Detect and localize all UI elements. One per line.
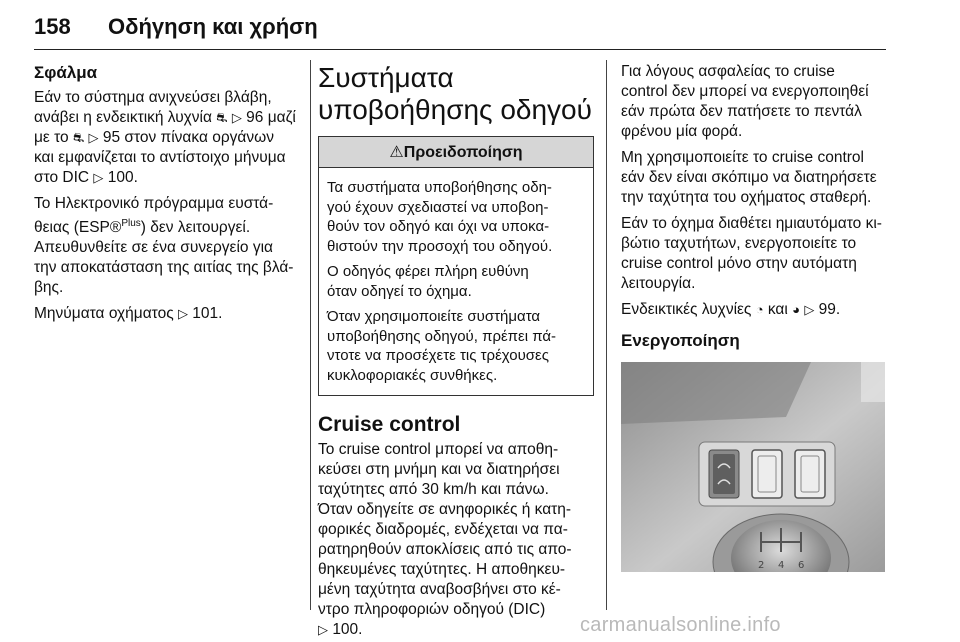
cruise-control-set-lamp-icon: ◕: [792, 302, 801, 317]
column-middle: [318, 62, 594, 642]
paragraph-semi-automatic: Εάν το όχημα διαθέτει ημιαυτόματο κι- βώτιο ταχυτήτων, ενεργοποιείτε το cruise control μόνο στην αυτόματη λειτουργία.: [621, 215, 882, 292]
page-number: 158: [34, 14, 71, 39]
gear-label: 6: [798, 560, 805, 571]
paragraph-indicator-lamps: Ενδεικτικές λυχνίες ◔ και ◕ ▷ 99.: [621, 301, 841, 318]
cruise-control-switch-photo: [621, 362, 885, 572]
console-illustration: [621, 362, 885, 572]
page-header: [34, 14, 886, 50]
page-reference-icon: ▷: [177, 306, 188, 322]
paragraph-fault: Εάν το σύστημα ανιχνεύσει βλάβη, ανάβει η ενδεικτική λυχνία ⛐ ▷ 96 μαζί με το ⛐ ▷ 95 στον πίνακα οργάνων και εμφανίζεται το αντίστοιχο μήνυμα στο DIC ▷ 100.: [34, 89, 296, 186]
column-divider: [606, 60, 607, 610]
page-reference-icon: ▷: [231, 110, 242, 125]
warning-box: [318, 136, 594, 396]
section-title-driver-assistance: Συστήματα υποβοήθησης οδηγού: [318, 62, 592, 125]
chapter-title: Οδήγηση και χρήση: [108, 14, 318, 39]
traction-control-icon: ⛐: [72, 130, 85, 145]
blank-switch: [752, 450, 782, 498]
paragraph-cruise-control: Το cruise control μπορεί να αποθη- κεύσει στη μνήμη και να διατηρήσει ταχύτητες από 30 km/h και πάνω. Όταν οδηγείτε σε ανηφορικές ή κατη- φορικές διαδρομές, ενδέχεται να πα- ρατηρηθούν αποκλίσεις από τις απο- θηκευμένες ταχύτητες. Η αποθηκευ- μένη ταχύτητα αναβοσβήνει στο κέ- ντρο πληροφοριών οδηγού (DIC) ▷ 100.: [318, 441, 572, 638]
warning-header: ⚠Προειδοποίηση: [319, 137, 593, 168]
gear-label: 2: [758, 560, 765, 571]
paragraph-vehicle-messages: Μηνύματα οχήματος ▷ 101.: [34, 305, 223, 323]
cruise-control-lamp-icon: ◔: [755, 302, 764, 317]
paragraph-safety: Για λόγους ασφαλείας το cruise control δεν μπορεί να ενεργοποιηθεί εάν πρώτα δεν πατήσετε το πεντάλ φρένου μία φορά.: [621, 63, 869, 140]
column-right: [621, 62, 887, 572]
section-heading-activation: Ενεργοποίηση: [621, 331, 740, 350]
section-heading-fault: Σφάλμα: [34, 63, 98, 82]
paragraph-esp: Το Ηλεκτρονικό πρόγραμμα ευστά- θειας (ESP®$^{Plus}$) δεν λειτουργεί. Απευθυνθείτε σε ένα συνεργείο για την αποκατάσταση της αιτίας της βλά- βης.: [34, 195, 294, 297]
section-heading-cruise-control: Cruise control: [318, 413, 461, 436]
esp-warning-lamp-icon: ⛐: [216, 110, 228, 125]
page-reference-icon: ▷: [804, 302, 815, 317]
column-left: [34, 62, 300, 330]
page-reference-icon: ▷: [318, 622, 328, 637]
warning-body: Τα συστήματα υποβοήθησης οδη- γού έχουν σχεδιαστεί να υποβοη- θούν τον οδηγό και όχι να υποκα- θιστούν την προσοχή του οδηγού. Ο οδηγός φέρει πλήρη ευθύνη όταν οδηγεί το όχημα. Όταν χρησιμοποιείτε συστήματα υποβοήθησης οδηγού, πρέπει πά- ντοτε να προσέχετε τις τρέχουσες κυκλοφοριακές συνθήκες.: [327, 179, 556, 384]
column-divider: [310, 60, 311, 610]
blank-switch: [795, 450, 825, 498]
warning-triangle-icon: ⚠: [389, 144, 404, 161]
paragraph-do-not-use: Μη χρησιμοποιείτε το cruise control εάν δεν είναι σκόπιμο να διατηρήσετε την ταχύτητα του οχήματος σταθερή.: [621, 149, 877, 206]
gear-label: 4: [778, 560, 785, 571]
page-reference-icon: ▷: [93, 170, 104, 185]
page-reference-icon: ▷: [88, 130, 99, 145]
watermark: carmanualsonline.info: [580, 614, 781, 636]
